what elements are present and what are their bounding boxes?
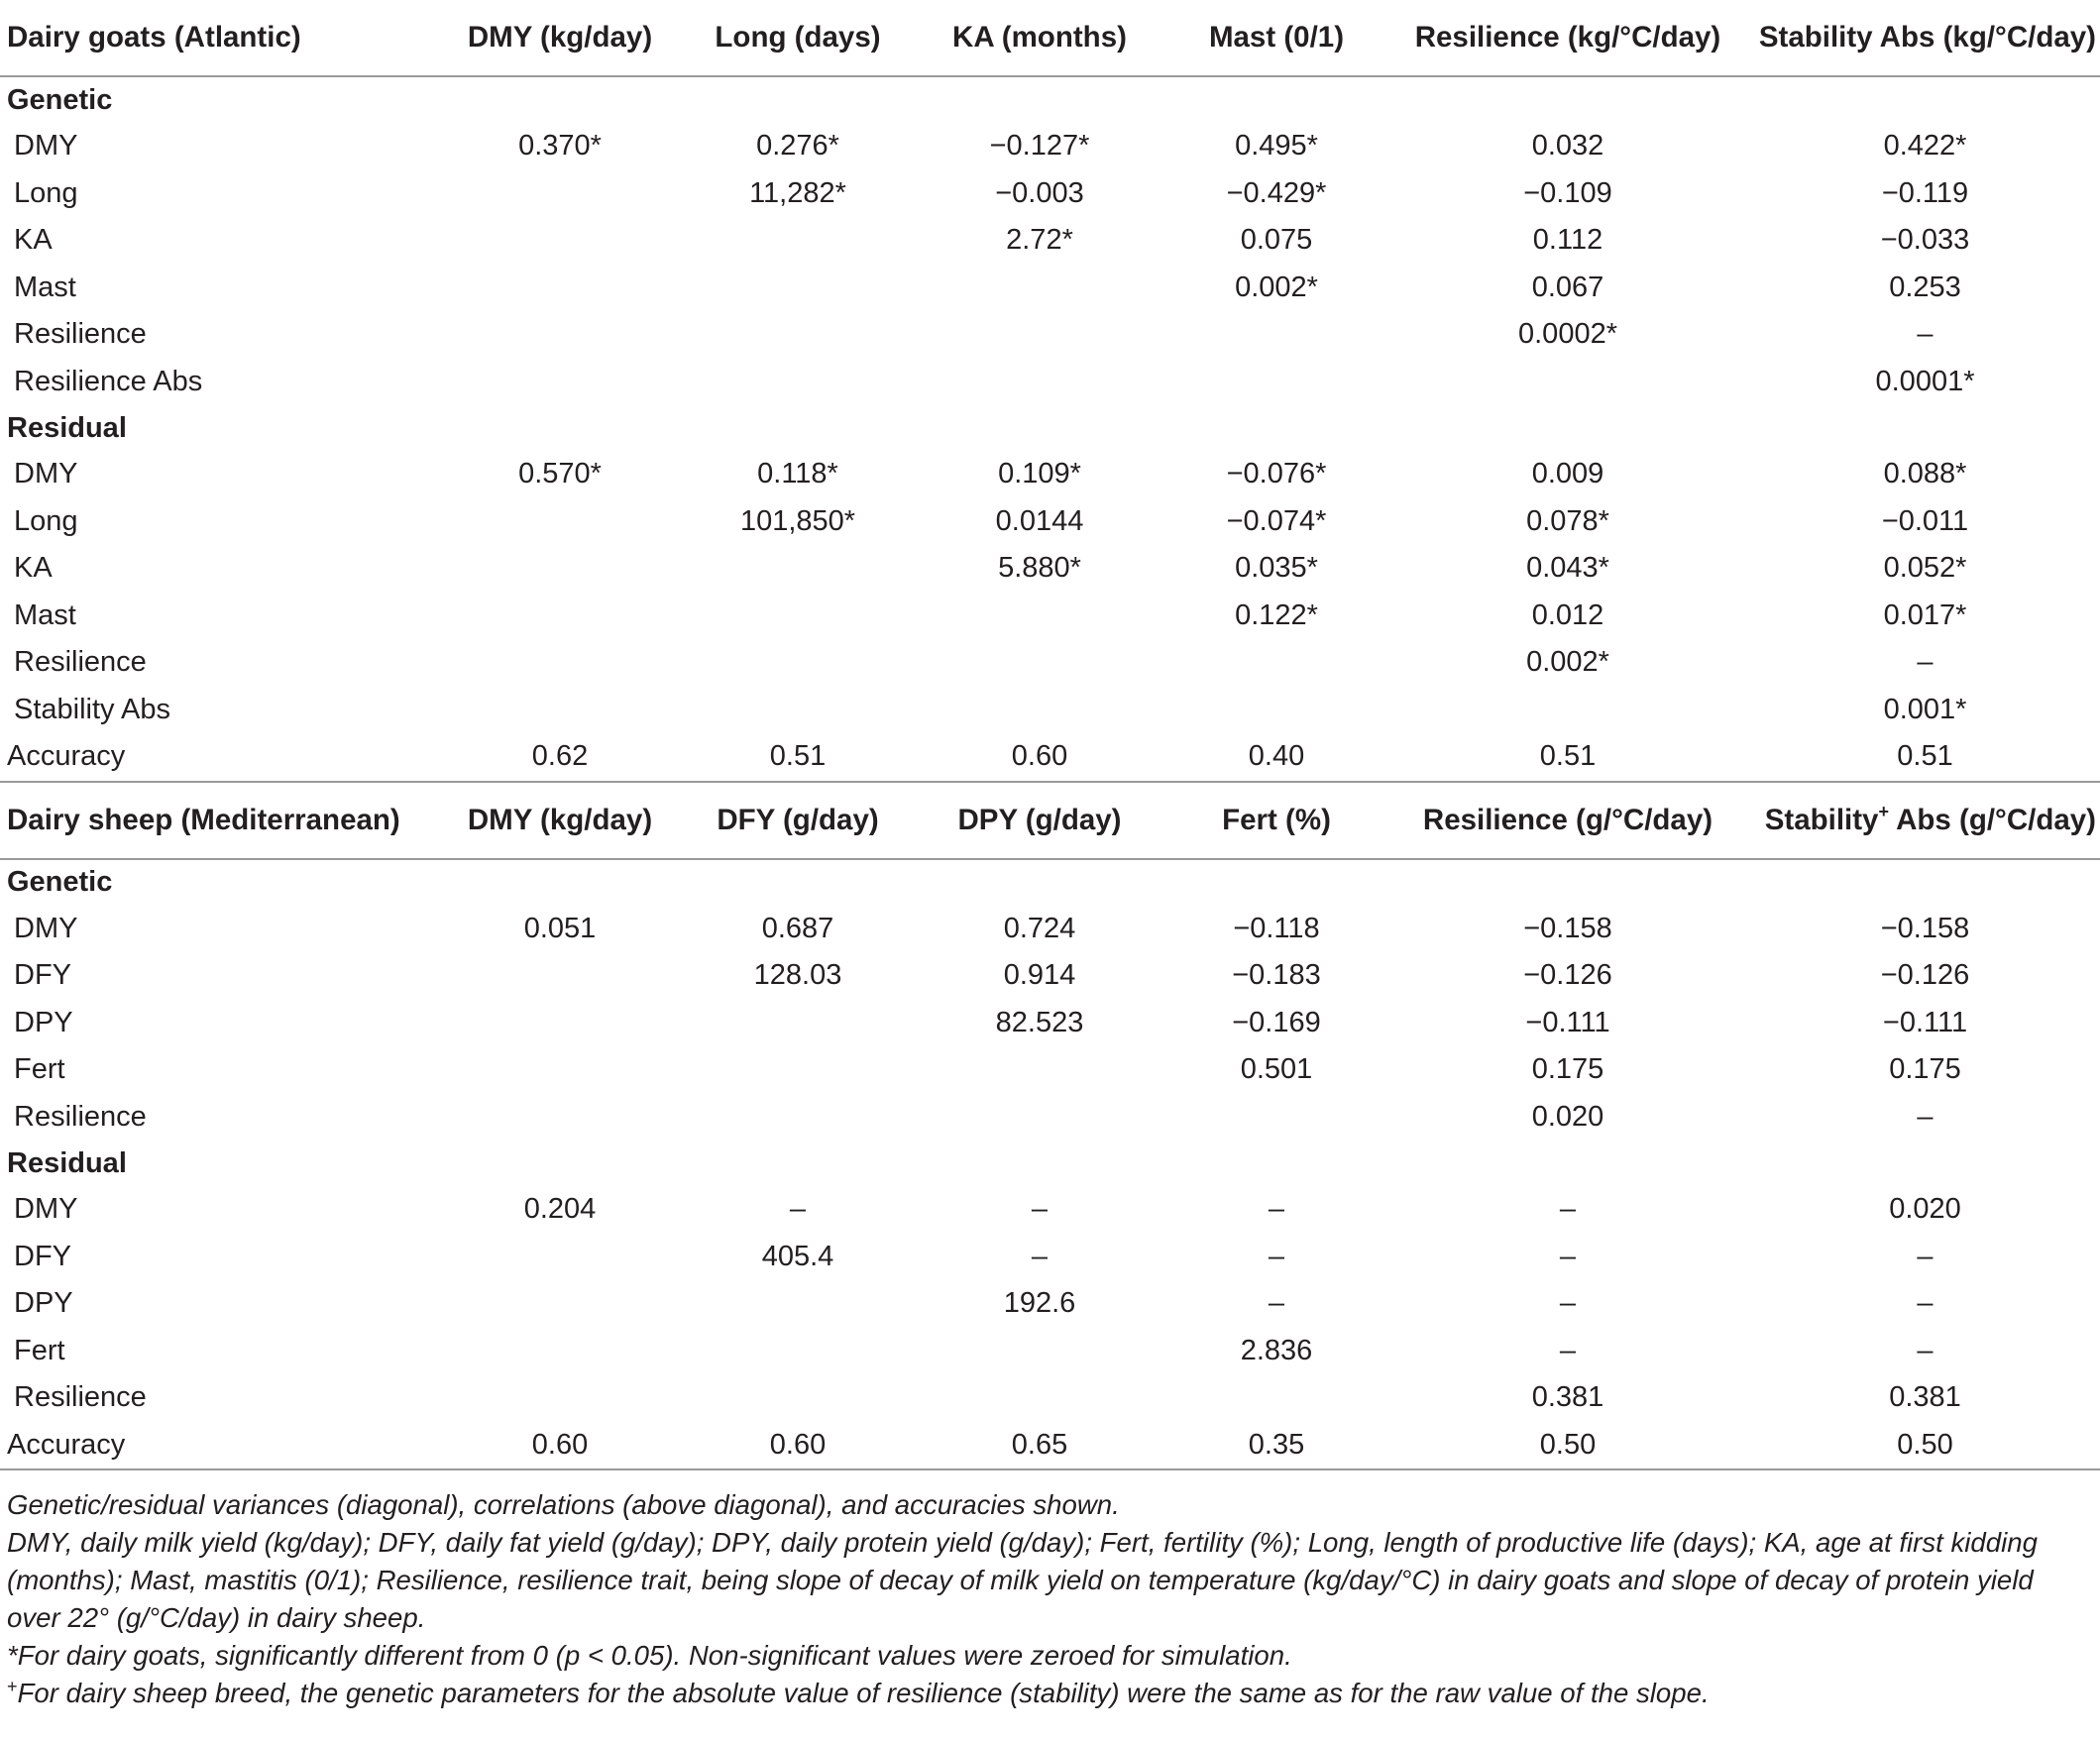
table-cell (684, 1000, 912, 1047)
row-label: DPY (14, 1006, 73, 1038)
sheep-genetic-section-label: Genetic (7, 866, 113, 898)
row-label: Resilience (14, 318, 147, 351)
sheep-column-header (1750, 782, 2100, 859)
sheep-genetic-section-row (0, 859, 2100, 906)
table-cell: – (1268, 1240, 1285, 1272)
table-cell: 0.051 (523, 912, 597, 944)
table-cell: 0.088* (1883, 458, 1967, 490)
table-row (0, 311, 2100, 359)
table-cell: −0.076* (1226, 458, 1327, 490)
row-label: Resilience (14, 1381, 147, 1414)
table-cell (912, 1328, 1167, 1375)
table-cell (912, 1374, 1167, 1422)
table-cell (1385, 359, 1750, 406)
stability-plus-mark: + (1878, 801, 1889, 821)
table-cell (684, 593, 912, 640)
table-cell (912, 359, 1167, 406)
sheep-column-header: Resilience (g/°C/day) (1385, 782, 1750, 859)
table-cell (436, 687, 684, 734)
table-cell (1385, 687, 1750, 734)
goats-genetic-section-label: Genetic (7, 83, 113, 116)
table-cell: −0.109 (1523, 176, 1612, 209)
goats-residual-section-label: Residual (7, 411, 127, 444)
table-cell: 0.035* (1235, 552, 1318, 585)
table-cell: 0.020 (1531, 1100, 1604, 1133)
row-label: DMY (14, 1193, 78, 1226)
table-cell: 0.067 (1531, 271, 1604, 303)
table-cell: −0.429* (1226, 176, 1327, 209)
accuracy-cell: 0.60 (436, 1422, 684, 1470)
table-cell: 0.0001* (1875, 365, 1975, 397)
table-cell (436, 1046, 684, 1094)
table-cell: 0.687 (761, 912, 834, 944)
row-label: DMY (14, 458, 78, 490)
table-cell: – (1917, 318, 1934, 351)
table-row (0, 1000, 2100, 1047)
accuracy-cell: 0.60 (912, 733, 1167, 782)
row-label: Long (14, 504, 78, 537)
accuracy-cell: 0.51 (684, 733, 912, 782)
table-cell (1167, 1374, 1385, 1422)
table-cell: 0.075 (1240, 224, 1313, 257)
table-cell (1167, 359, 1385, 406)
table-cell (1167, 1094, 1385, 1142)
table-row (0, 1374, 2100, 1422)
accuracy-cell: 0.50 (1385, 1422, 1750, 1470)
accuracy-cell: 0.65 (912, 1422, 1167, 1470)
table-cell: 0.381 (1531, 1381, 1604, 1414)
table-cell: −0.074* (1226, 504, 1327, 537)
row-label: DMY (14, 130, 78, 163)
row-label: Mast (14, 598, 76, 631)
goats-column-header: Dairy goats (Atlantic) (0, 0, 436, 76)
table-cell: – (789, 1193, 807, 1226)
table-cell: −0.111 (1525, 1006, 1610, 1038)
table-cell (1167, 311, 1385, 359)
table-row (0, 687, 2100, 734)
table-cell: – (1917, 1240, 1934, 1272)
table-cell: −0.119 (1881, 176, 1969, 209)
table-cell: 0.012 (1531, 598, 1604, 631)
table-cell: 2.72* (1006, 224, 1073, 257)
table-cell (436, 498, 684, 546)
table-cell: −0.011 (1881, 504, 1969, 537)
table-cell (436, 170, 684, 218)
table-cell: 0.017* (1883, 598, 1967, 631)
table-cell: 0.043* (1526, 552, 1609, 585)
table-cell (912, 639, 1167, 687)
table-cell: 0.276* (756, 130, 839, 163)
table-cell: 0.001* (1883, 693, 1967, 725)
table-cell: −0.127* (989, 130, 1090, 163)
table-cell (912, 1046, 1167, 1094)
row-label: Resilience Abs (14, 365, 203, 397)
goats-genetic-section-row (0, 76, 2100, 123)
goats-column-header: Stability Abs (kg/°C/day) (1750, 0, 2100, 76)
table-cell: 192.6 (1003, 1287, 1076, 1320)
table-cell (912, 593, 1167, 640)
footnote-significance: *For dairy goats, significantly different from 0 (p < 0.05). Non-significant values were zeroed for simulation. (7, 1640, 1292, 1671)
table-cell (436, 1374, 684, 1422)
table-row (0, 1186, 2100, 1234)
row-label: KA (14, 224, 53, 257)
table-cell: −0.158 (1880, 912, 1970, 944)
goats-column-header: Resilience (kg/°C/day) (1385, 0, 1750, 76)
table-cell: – (1268, 1287, 1285, 1320)
table-cell: – (1559, 1193, 1577, 1226)
table-cell: 2.836 (1240, 1334, 1313, 1366)
goats-accuracy-row (0, 733, 2100, 782)
sheep-column-header: Fert (%) (1167, 782, 1385, 859)
sheep-residual-section-row (0, 1141, 2100, 1186)
table-cell (684, 687, 912, 734)
table-cell: 0.0144 (995, 504, 1084, 537)
sheep-column-header: DMY (kg/day) (436, 782, 684, 859)
table-cell: −0.003 (995, 176, 1084, 209)
table-cell: −0.183 (1232, 959, 1321, 992)
sheep-column-header: Dairy sheep (Mediterranean) (0, 782, 436, 859)
table-cell (1167, 639, 1385, 687)
table-row (0, 1328, 2100, 1375)
row-label: KA (14, 552, 53, 585)
table-cell: 0.914 (1003, 959, 1076, 992)
table-cell: 0.381 (1889, 1381, 1961, 1414)
accuracy-cell: 0.40 (1167, 733, 1385, 782)
table-cell: −0.169 (1232, 1006, 1321, 1038)
table-cell (436, 217, 684, 265)
table-cell: 405.4 (761, 1240, 834, 1272)
sheep-table-body (0, 782, 2100, 1470)
table-row (0, 1234, 2100, 1281)
table-row (0, 952, 2100, 1000)
table-row (0, 123, 2100, 170)
row-label: DMY (14, 912, 78, 944)
table-cell (912, 687, 1167, 734)
row-label: Long (14, 176, 78, 209)
stability-unit: Abs (g/°C/day) (1896, 803, 2096, 836)
table-cell (684, 1374, 912, 1422)
table-row (0, 1046, 2100, 1094)
table-cell: – (1917, 1287, 1934, 1320)
sheep-column-header: DFY (g/day) (684, 782, 912, 859)
table-cell: 0.204 (523, 1193, 597, 1226)
table-row (0, 1094, 2100, 1142)
table-cell (436, 1000, 684, 1047)
table-cell: 0.052* (1883, 552, 1967, 585)
row-label: Stability Abs (14, 693, 170, 725)
table-cell (684, 265, 912, 312)
table-row (0, 265, 2100, 312)
row-label: DFY (14, 959, 71, 992)
table-cell (436, 265, 684, 312)
table-cell (436, 1280, 684, 1328)
accuracy-cell: 0.51 (1385, 733, 1750, 782)
table-cell: 0.032 (1531, 130, 1604, 163)
table-cell: – (1031, 1193, 1049, 1226)
footnote-abbreviations: DMY, daily milk yield (kg/day); DFY, daily fat yield (g/day); DPY, daily protein yield (g/day); Fert, fertility (%); Long, length of productive life (days); KA, age at first kidding (months); Mast, mastitis (0/1); Resilience, resilience trait, being slope of decay of milk yield on temperature (kg/day/°C) in dairy goats and slope of decay of protein yield over 22° (g/°C/day) in dairy sheep. (7, 1527, 2038, 1633)
table-cell (912, 1094, 1167, 1142)
table-cell (436, 1328, 684, 1375)
table-cell: 0.002* (1235, 271, 1318, 303)
table-cell (684, 1094, 912, 1142)
table-cell: 0.724 (1003, 912, 1076, 944)
table-cell: – (1917, 646, 1934, 679)
row-label: Mast (14, 271, 76, 303)
table-cell: 0.253 (1889, 271, 1961, 303)
table-cell (684, 639, 912, 687)
table-cell: −0.033 (1880, 224, 1970, 257)
table-cell: 0.175 (1531, 1053, 1604, 1086)
table-cell: 0.002* (1526, 646, 1609, 679)
table-row (0, 359, 2100, 406)
row-label: DPY (14, 1287, 73, 1320)
table-cell: −0.158 (1523, 912, 1612, 944)
row-label: Resilience (14, 1100, 147, 1133)
row-label: Fert (14, 1053, 65, 1086)
table-row (0, 1280, 2100, 1328)
footnote-variances: Genetic/residual variances (diagonal), correlations (above diagonal), and accuracies shown. (7, 1489, 1120, 1520)
table-cell: – (1268, 1193, 1285, 1226)
table-cell (684, 1046, 912, 1094)
goats-column-header: Long (days) (684, 0, 912, 76)
table-cell: 0.370* (518, 130, 602, 163)
table-footnotes (0, 1470, 2088, 1712)
table-row (0, 906, 2100, 953)
table-cell (684, 217, 912, 265)
goats-column-header: KA (months) (912, 0, 1167, 76)
table-cell (912, 311, 1167, 359)
table-cell: −0.118 (1233, 912, 1320, 944)
goats-column-header: DMY (kg/day) (436, 0, 684, 76)
table-cell: 128.03 (753, 959, 842, 992)
table-cell: 0.495* (1235, 130, 1318, 163)
table-cell: 0.122* (1235, 598, 1318, 631)
table-cell: 82.523 (995, 1006, 1084, 1038)
table-cell (436, 1094, 684, 1142)
goats-header-row (0, 0, 2100, 76)
table-cell (436, 545, 684, 593)
table-cell: 0.175 (1889, 1053, 1961, 1086)
sheep-residual-section-label: Residual (7, 1146, 127, 1179)
table-cell: – (1559, 1287, 1577, 1320)
table-cell: 0.422* (1883, 130, 1967, 163)
footnote-stability (7, 1675, 2088, 1712)
table-cell (436, 952, 684, 1000)
table-row (0, 498, 2100, 546)
table-cell: 0.078* (1526, 504, 1609, 537)
table-row (0, 217, 2100, 265)
sheep-accuracy-row (0, 1422, 2100, 1470)
goats-table-body (0, 0, 2100, 782)
table-row (0, 639, 2100, 687)
table-cell: 0.009 (1531, 458, 1604, 490)
table-cell (436, 1234, 684, 1281)
accuracy-cell: 0.60 (684, 1422, 912, 1470)
table-row (0, 170, 2100, 218)
table-cell: −0.126 (1880, 959, 1970, 992)
table-cell: 0.501 (1240, 1053, 1313, 1086)
table-cell: 0.112 (1532, 224, 1603, 257)
table-cell: −0.111 (1882, 1006, 1968, 1038)
accuracy-label: Accuracy (0, 1422, 436, 1470)
row-label: Resilience (14, 646, 147, 679)
table-cell: 0.109* (998, 458, 1081, 490)
sheep-column-header: DPY (g/day) (912, 782, 1167, 859)
table-cell (436, 311, 684, 359)
footnote-plus-mark: + (7, 1677, 18, 1696)
accuracy-cell: 0.62 (436, 733, 684, 782)
table-cell (436, 593, 684, 640)
goats-column-header: Mast (0/1) (1167, 0, 1385, 76)
table-cell: – (1559, 1334, 1577, 1366)
table-cell: 0.0002* (1518, 318, 1617, 351)
table-cell (912, 265, 1167, 312)
table-cell: 0.570* (518, 458, 602, 490)
table-row (0, 451, 2100, 498)
table-cell (684, 311, 912, 359)
table-cell (436, 639, 684, 687)
table-cell (1167, 687, 1385, 734)
table-cell (436, 359, 684, 406)
row-label: Fert (14, 1334, 65, 1366)
table-cell (684, 545, 912, 593)
table-cell (684, 359, 912, 406)
stability-word: Stability (1764, 803, 1879, 836)
table-cell (684, 1328, 912, 1375)
accuracy-cell: 0.35 (1167, 1422, 1385, 1470)
table-cell: 11,282* (749, 176, 846, 209)
table-cell: 5.880* (998, 552, 1081, 585)
table-cell (684, 1280, 912, 1328)
table-cell: – (1917, 1334, 1934, 1366)
accuracy-label: Accuracy (0, 733, 436, 782)
table-cell: – (1917, 1100, 1934, 1133)
row-label: DFY (14, 1240, 71, 1272)
table-cell: 101,850* (739, 504, 856, 537)
accuracy-cell: 0.50 (1750, 1422, 2100, 1470)
goats-residual-section-row (0, 405, 2100, 451)
table-cell: – (1559, 1240, 1577, 1272)
sheep-header-row (0, 782, 2100, 859)
table-cell: 0.020 (1889, 1193, 1961, 1226)
table-row (0, 593, 2100, 640)
table-cell: – (1031, 1240, 1049, 1272)
footnote-stability-text: For dairy sheep breed, the genetic parameters for the absolute value of resilience (stability) were the same as for the raw value of the slope. (17, 1678, 1710, 1708)
table-cell: −0.126 (1523, 959, 1612, 992)
table-row (0, 545, 2100, 593)
accuracy-cell: 0.51 (1750, 733, 2100, 782)
table-cell: 0.118* (757, 458, 838, 490)
